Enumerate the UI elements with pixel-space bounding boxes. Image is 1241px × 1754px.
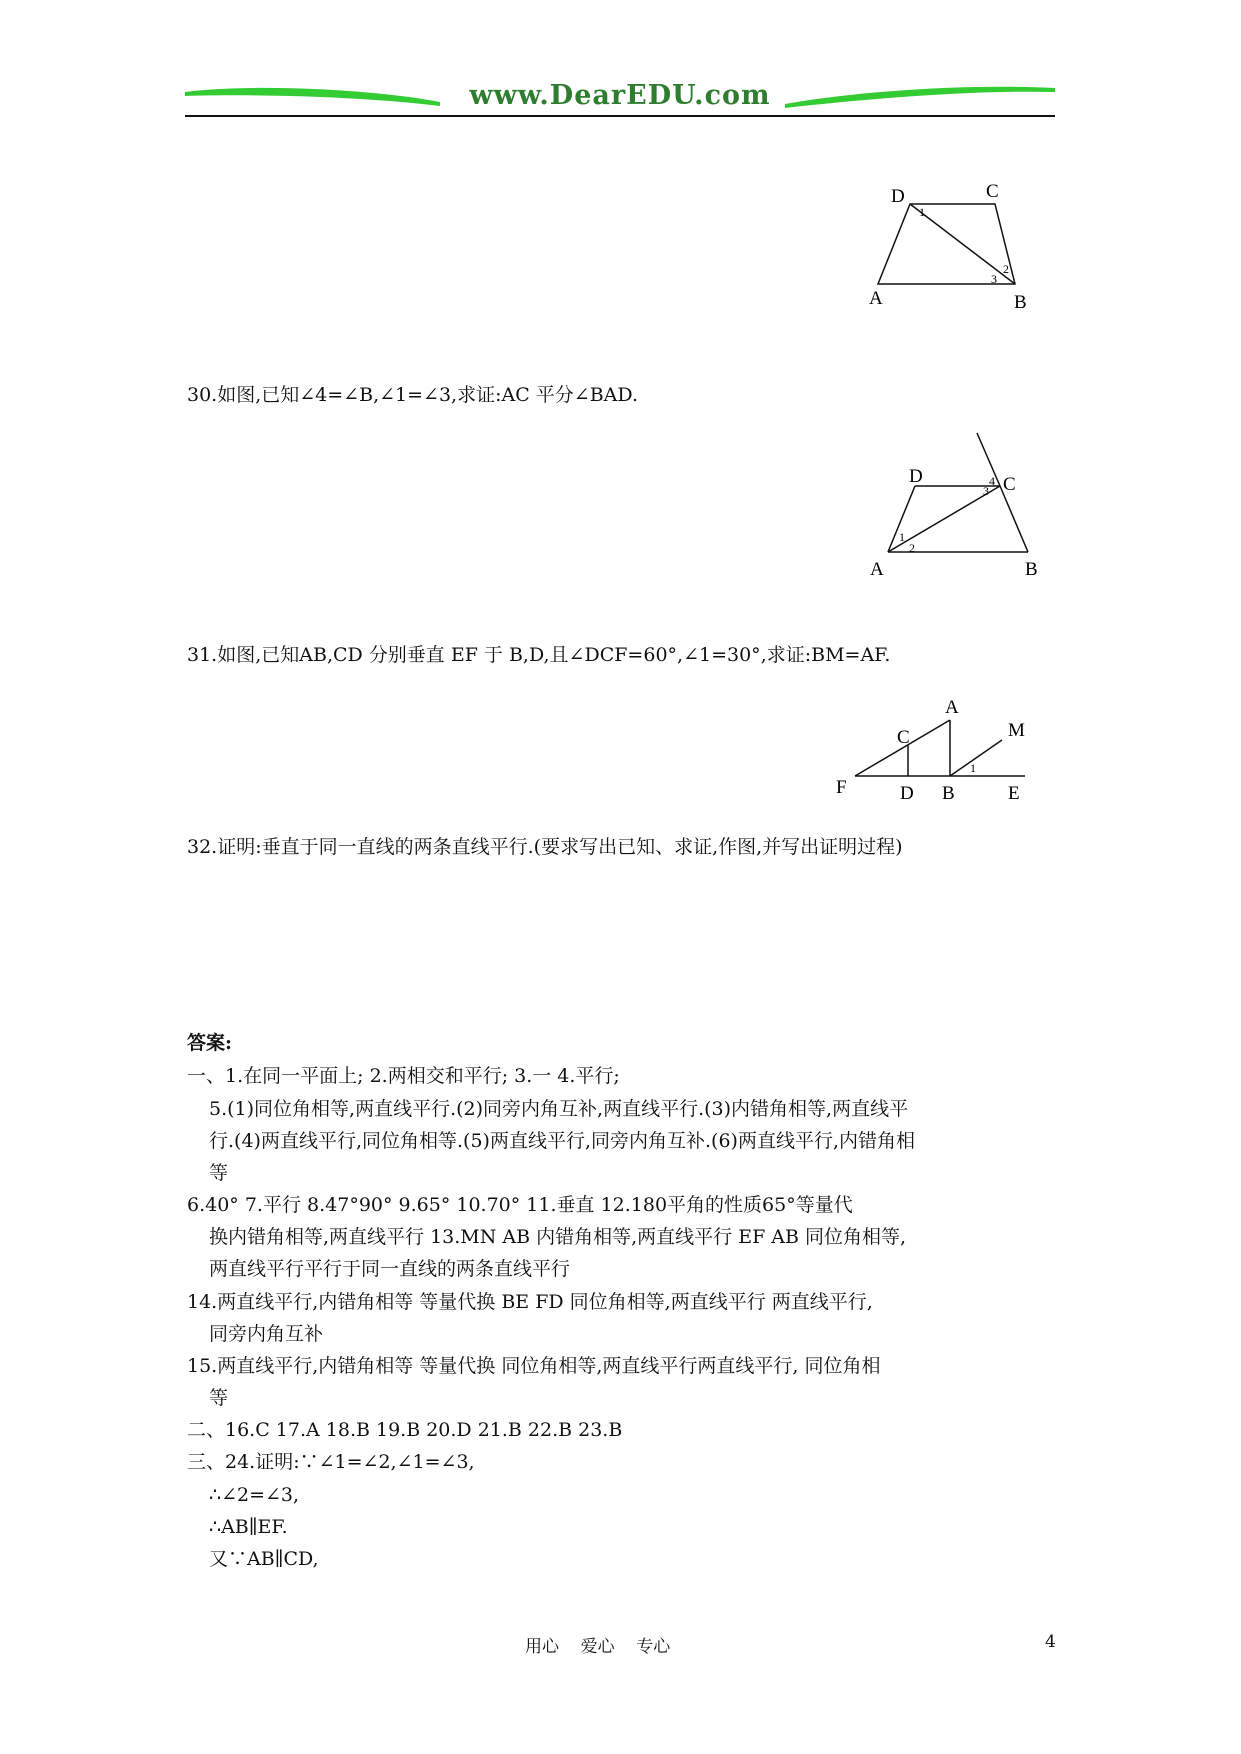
fig30-angle-2: 2 — [909, 541, 915, 555]
figure-31 — [830, 690, 1040, 810]
problem-31: 31.如图,已知AB,CD 分别垂直 EF 于 B,D,且∠DCF=60°,∠1=30°,求证:BM=AF. — [187, 644, 891, 666]
answer-line: 三、24.证明:∵∠1=∠2,∠1=∠3, — [187, 1451, 475, 1473]
fig29-label-D: D — [891, 186, 905, 207]
fig29-angle-3: 3 — [991, 272, 997, 286]
fig31-label-B: B — [942, 783, 955, 804]
site-logo-text: www.DearEDU.com — [469, 80, 771, 111]
fig29-label-C: C — [986, 181, 999, 202]
fig29-label-A: A — [869, 288, 883, 309]
answer-line: ∴AB∥EF. — [209, 1516, 288, 1538]
fig30-angle-4: 4 — [989, 474, 995, 488]
answer-line: ∴∠2=∠3, — [209, 1484, 300, 1506]
answer-line: 行.(4)两直线平行,同位角相等.(5)两直线平行,同旁内角互补.(6)两直线平行,内错角相 — [209, 1130, 915, 1152]
answer-line: 又∵AB∥CD, — [209, 1548, 319, 1570]
answer-line: 等 — [209, 1162, 229, 1184]
answer-line: 一、1.在同一平面上; 2.两相交和平行; 3.一 4.平行; — [187, 1065, 620, 1087]
fig30-label-A: A — [870, 559, 884, 580]
answer-line: 换内错角相等,两直线平行 13.MN AB 内错角相等,两直线平行 EF AB 同位角相等, — [209, 1226, 907, 1248]
figure-29-trapezoid — [860, 175, 1040, 315]
fig31-label-D: D — [900, 783, 914, 804]
fig30-label-B: B — [1025, 559, 1038, 580]
fig31-label-M: M — [1008, 720, 1025, 741]
problem-30: 30.如图,已知∠4=∠B,∠1=∠3,求证:AC 平分∠BAD. — [187, 384, 638, 406]
answer-line: 14.两直线平行,内错角相等 等量代换 BE FD 同位角相等,两直线平行 两直线平行, — [187, 1291, 873, 1313]
fig29-label-B: B — [1014, 292, 1027, 313]
fig31-label-F: F — [836, 777, 847, 798]
fig30-label-C: C — [1003, 474, 1016, 495]
answer-line: 15.两直线平行,内错角相等 等量代换 同位角相等,两直线平行两直线平行, 同位角相 — [187, 1355, 881, 1377]
problem-32: 32.证明:垂直于同一直线的两条直线平行.(要求写出已知、求证,作图,并写出证明过程) — [187, 836, 903, 858]
fig31-label-E: E — [1008, 783, 1020, 804]
fig31-label-C: C — [897, 727, 910, 748]
answer-line: 5.(1)同位角相等,两直线平行.(2)同旁内角互补,两直线平行.(3)内错角相等,两直线平 — [209, 1098, 909, 1120]
answer-line: 6.40° 7.平行 8.47°90° 9.65° 10.70° 11.垂直 12.180平角的性质65°等量代 — [187, 1194, 853, 1216]
footer-motto: 用心 爱心 专心 — [525, 1637, 671, 1657]
figure-30-trapezoid — [860, 430, 1040, 580]
answer-line: 两直线平行平行于同一直线的两条直线平行 — [209, 1258, 571, 1280]
answer-line: 同旁内角互补 — [209, 1323, 324, 1345]
fig31-label-A: A — [945, 697, 959, 718]
answer-line: 二、16.C 17.A 18.B 19.B 20.D 21.B 22.B 23.B — [187, 1419, 623, 1441]
answers-title: 答案: — [187, 1032, 233, 1054]
fig30-angle-3: 3 — [983, 484, 989, 498]
page-number: 4 — [1045, 1632, 1056, 1652]
fig29-angle-1: 1 — [919, 205, 925, 219]
answer-line: 等 — [209, 1387, 229, 1409]
fig30-label-D: D — [909, 466, 923, 487]
fig30-angle-1: 1 — [899, 530, 905, 544]
header-banner — [185, 78, 1055, 120]
fig29-angle-2: 2 — [1003, 262, 1009, 276]
fig31-angle-1: 1 — [970, 761, 976, 775]
